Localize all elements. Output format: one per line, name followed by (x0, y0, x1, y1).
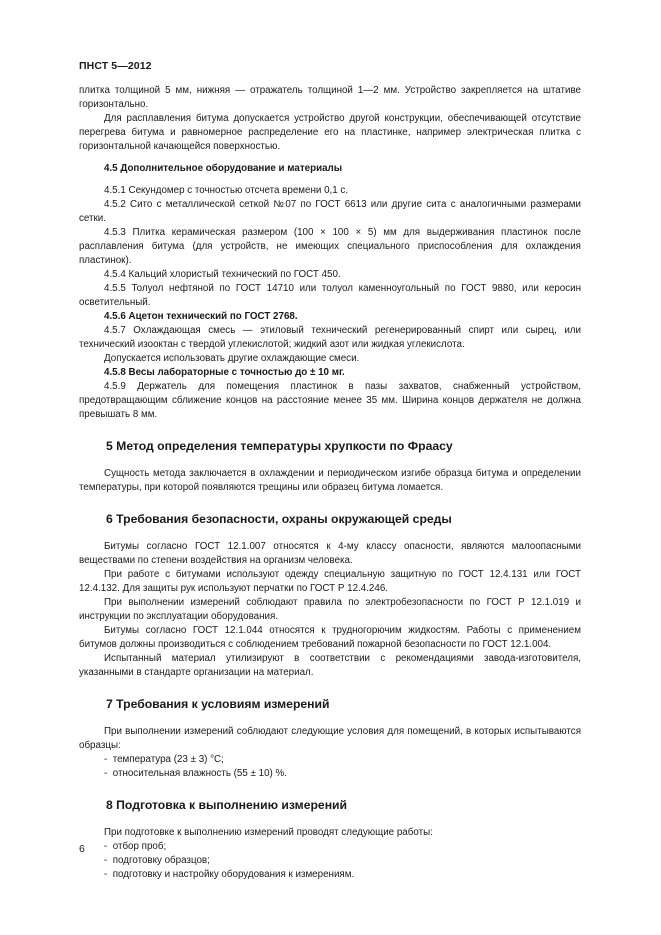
clause-4-5-3: 4.5.3 Плитка керамическая размером (100 × 100 × 5) мм для выдерживания пластинок после расплавления битума (для устройств, не имеющих специального приспособления для охлаждения пластинок). (79, 227, 581, 266)
clause-4-5-7-note: Допускается использовать другие охлаждающие смеси. (104, 353, 360, 364)
clause-4-5-5: 4.5.5 Толуол нефтяной по ГОСТ 14710 или толуол каменноугольный по ГОСТ 9880, или керосин осветительный. (79, 283, 581, 308)
section-8-paragraph: При подготовке к выполнению измерений проводят следующие работы: (104, 827, 433, 838)
page-number: 6 (79, 843, 85, 855)
section-7-paragraph: При выполнении измерений соблюдают следующие условия для помещений, в которых испытываются образцы: (79, 726, 581, 751)
section-7-list (79, 753, 581, 781)
clause-4-5-9: 4.5.9 Держатель для помещения пластинок в пазы захватов, снабженный устройством, предотвращающим сближение концов на расстояние менее 35 мм. Ширина концов держателя не должна превышать 8 мм. (79, 381, 581, 420)
section-8-title: 8 Подготовка к выполнению измерений (106, 798, 348, 812)
clause-4-5-8: 4.5.8 Весы лабораторные с точностью до ± 10 мг. (104, 367, 345, 378)
section-6-title: 6 Требования безопасности, охраны окружающей среды (106, 512, 452, 526)
section-6-paragraph: Битумы согласно ГОСТ 12.1.007 относятся к 4-му классу опасности, являются малоопасными веществами по степени воздействия на организм человека. (79, 541, 581, 566)
list-item: - отбор проб; (104, 840, 581, 854)
list-item: - относительная влажность (55 ± 10) %. (104, 767, 581, 781)
section-6-paragraph: Испытанный материал утилизируют в соответствии с рекомендациями завода-изготовителя, указанными в стандарте организации на материал. (79, 653, 581, 678)
clause-4-5-6: 4.5.6 Ацетон технический по ГОСТ 2768. (104, 311, 298, 322)
section-6-paragraph: При работе с битумами используют одежду специальную защитную по ГОСТ 12.4.131 или ГОСТ 12.4.132. Для защиты рук используют перчатки по ГОСТ Р 12.4.246. (79, 569, 581, 594)
clause-4-5-2: 4.5.2 Сито с металлической сеткой №07 по ГОСТ 6613 или другие сита с аналогичными размерами сетки. (79, 199, 581, 224)
page-content (79, 84, 581, 882)
section-8-list (79, 840, 581, 882)
list-item: - подготовку образцов; (104, 854, 581, 868)
section-7-title: 7 Требования к условиям измерений (106, 697, 330, 711)
section-5-title: 5 Метод определения температуры хрупкости по Фраасу (106, 439, 453, 453)
section-6-paragraph: Битумы согласно ГОСТ 12.1.044 относятся к трудногорючим жидкостям. Работы с применением битумов должны производиться с соблюдением требований пожарной безопасности по ГОСТ 12.1.004. (79, 625, 581, 650)
clause-4-5-7: 4.5.7 Охлаждающая смесь — этиловый технический регенерированный спирт или сырец, или технический изооктан с твердой углекислотой; жидкий азот или жидкая углекислота. (79, 325, 581, 350)
paragraph: Для расплавления битума допускается устройство другой конструкции, обеспечивающей отсутствие перегрева битума и равномерное распределение его на пластинке, например электрическая плитка с горизонтальной качающейся поверхностью. (79, 113, 581, 152)
paragraph: плитка толщиной 5 мм, нижняя — отражатель толщиной 1—2 мм. Устройство закрепляется на штативе горизонтально. (79, 85, 581, 110)
clause-4-5-1: 4.5.1 Секундомер с точностью отсчета времени 0,1 с. (104, 185, 349, 196)
clause-4-5-4: 4.5.4 Кальций хлористый технический по ГОСТ 450. (104, 269, 341, 280)
list-item: - подготовку и настройку оборудования к измерениям. (104, 868, 581, 882)
page-header: ПНСТ 5—2012 (79, 60, 152, 72)
section-5-paragraph: Сущность метода заключается в охлаждении и периодическом изгибе образца битума и определении температуры, при которой появляются трещины или образец битума ломается. (79, 468, 581, 493)
section-6-paragraph: При выполнении измерений соблюдают правила по электробезопасности по ГОСТ Р 12.1.019 и инструкции по эксплуатации оборудования. (79, 597, 581, 622)
list-item: - температура (23 ± 3) °С; (104, 753, 581, 767)
subsection-title-4-5: 4.5 Дополнительное оборудование и материалы (104, 163, 343, 174)
